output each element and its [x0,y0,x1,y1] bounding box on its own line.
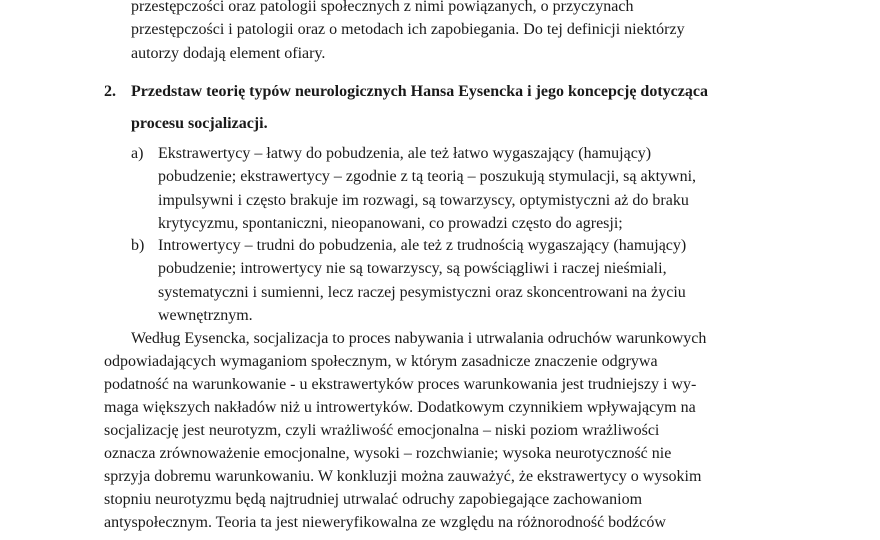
list-item-line: impulsywni i często brakuje im rozwagi, są towarzyscy, optymistyczni aż do braku [158,192,689,209]
list-item-line: krytycyzmu, spontaniczni, nieopanowani, co prowadzi często do agresji; [158,215,623,232]
paragraph-line: stopniu neurotyzmu będą najtrudniej utrwalać odruchy zapobiegające zachowaniom [104,491,643,508]
intro-line: przestępczości i patologii oraz o metodach ich zapobiegania. Do tej definicji niektórzy [131,21,685,38]
intro-line: przestępczości oraz patologii społecznych z nimi powiązanych, o przyczynach [131,0,634,15]
paragraph-line: maga większych nakładów niż u introwertyków. Dodatkowym czynnikiem wpływającym na [104,399,696,416]
question-heading-line: procesu socjalizacji. [131,115,268,132]
question-heading-line: Przedstaw teorię typów neurologicznych Hansa Eysencka i jego koncepcję dotycząca [131,83,708,100]
intro-line: autorzy dodają element ofiary. [131,45,326,62]
paragraph-line: antyspołecznym. Teoria ta jest nieweryfikowalna ze względu na różnorodność bodźców [104,514,666,531]
list-item-line: Ekstrawertycy – łatwy do pobudzenia, ale też łatwo wygaszający (hamujący) [158,145,652,162]
paragraph-line: oznacza zrównoważenie emocjonalne, wysoki – rozchwianie; wysoka neurotyczność nie [104,445,672,462]
question-number: 2. [104,83,116,100]
list-item-marker: a) [131,145,144,162]
list-item-marker: b) [131,237,145,254]
paragraph-line: odpowiadających wymaganiom społecznym, w którym zasadnicze znaczenie odgrywa [104,353,658,370]
list-item-line: Introwertycy – trudni do pobudzenia, ale też z trudnością wygaszający (hamujący) [158,237,687,254]
list-item-line: pobudzenie; ekstrawertycy – zgodnie z tą teorią – poszukują stymulacji, są aktywni, [158,168,697,185]
paragraph-line: podatność na warunkowanie - u ekstrawertyków proces warunkowania jest trudniejszy i wy- [104,376,697,393]
paragraph-line: sprzyja dobremu warunkowaniu. W konkluzji można zauważyć, że ekstrawertycy o wysokim [104,468,702,485]
list-item-line: wewnętrznym. [158,307,253,324]
paragraph-line: socjalizację jest neurotyzm, czyli wrażliwość emocjonalna – niski poziom wrażliwości [104,422,660,439]
paragraph-line: Według Eysencka, socjalizacja to proces nabywania i utrwalania odruchów warunkowych [131,330,707,347]
list-item-line: pobudzenie; introwertycy nie są towarzyscy, są powściągliwi i raczej nieśmiali, [158,260,667,277]
list-item-line: systematyczni i sumienni, lecz raczej pesymistyczni oraz skoncentrowani na życiu [158,284,686,301]
